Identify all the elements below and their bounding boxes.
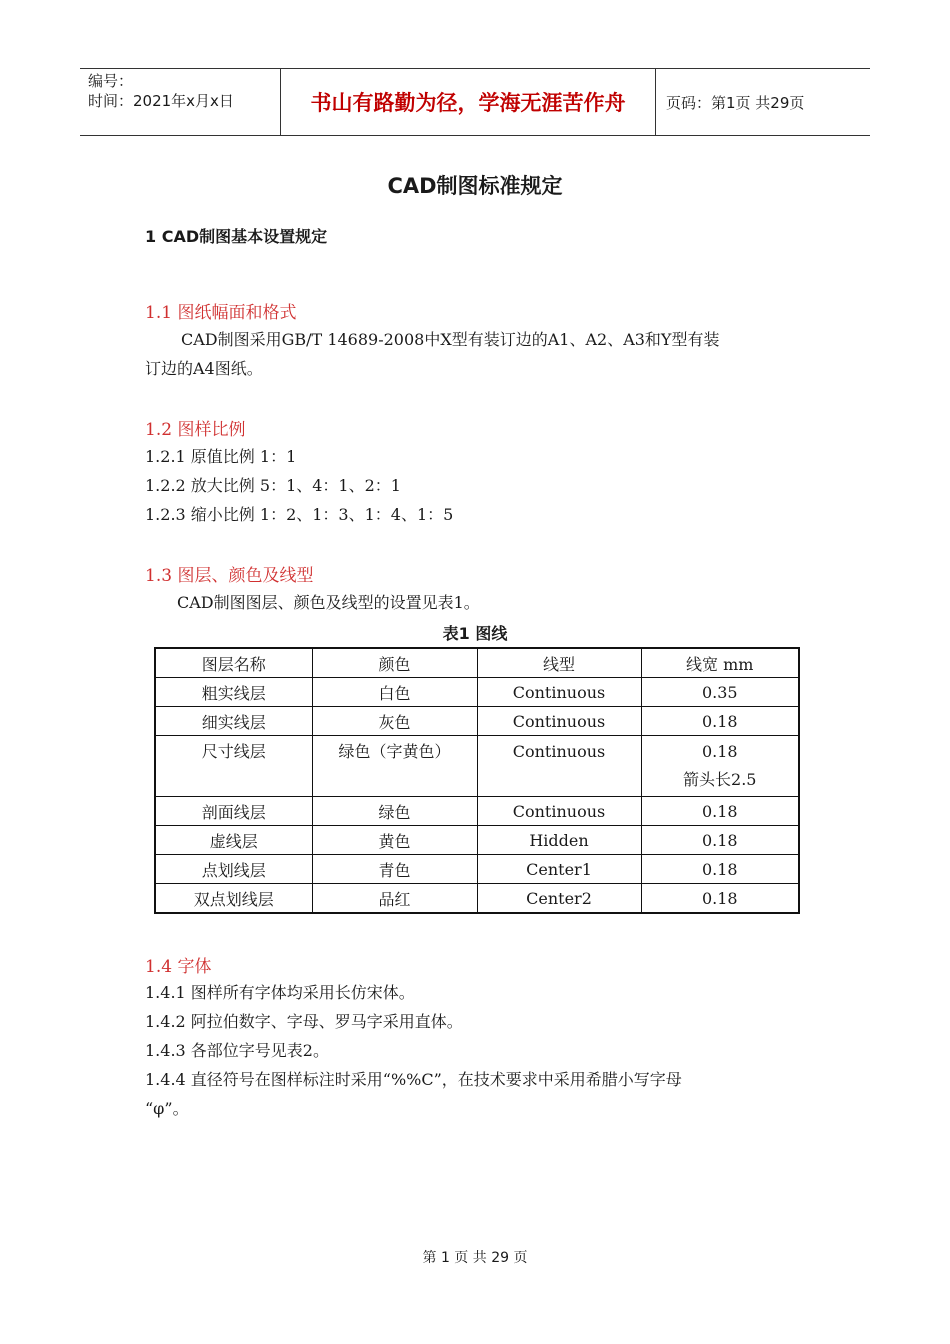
- scale-item: 1.2.3 缩小比例 1：2、1：3、1：4、1：5: [145, 505, 454, 524]
- section-1-4-heading: 1.4 字体: [145, 957, 212, 977]
- section-1-1-para-line1: CAD制图采用GB/T 14689-2008中X型有装订边的A1、A2、A3和Y型有装: [181, 330, 720, 349]
- table-cell: Continuous: [477, 707, 641, 736]
- table-cell: 尺寸线层: [155, 736, 312, 797]
- table-cell: 灰色: [312, 707, 477, 736]
- table-cell: 粗实线层: [155, 678, 312, 707]
- font-item: 1.4.1 图样所有字体均采用长仿宋体。: [145, 983, 415, 1002]
- table-row: [155, 884, 799, 914]
- header-time: 时间：2021年x月x日: [88, 92, 234, 110]
- table-caption: 表1 图线: [442, 624, 508, 643]
- table-cell: Continuous: [477, 678, 641, 707]
- header-number: 编号：: [88, 72, 134, 90]
- font-item-continuation: “φ”。: [145, 1099, 189, 1118]
- table-cell-line: 箭头长2.5: [683, 770, 757, 789]
- section-1-1-para-line2: 订边的A4图纸。: [145, 359, 263, 378]
- table-cell: Hidden: [477, 826, 641, 855]
- table-cell: 双点划线层: [155, 884, 312, 914]
- table-cell: 0.18: [641, 707, 799, 736]
- table-cell: 0.35: [641, 678, 799, 707]
- table-cell: 青色: [312, 855, 477, 884]
- table-cell: 0.18: [641, 797, 799, 826]
- table-cell: 品红: [312, 884, 477, 914]
- table-cell-line: 0.18: [701, 742, 738, 761]
- section-1-1-heading: 1.1 图纸幅面和格式: [145, 303, 297, 323]
- section-1-3-heading: 1.3 图层、颜色及线型: [145, 566, 314, 586]
- header-motto: 书山有路勤为径，学海无涯苦作舟: [281, 69, 656, 135]
- table-cell: 白色: [312, 678, 477, 707]
- table-header-cell: 图层名称: [155, 648, 312, 678]
- table-header-cell: 颜色: [312, 648, 477, 678]
- font-item: 1.4.3 各部位字号见表2。: [145, 1041, 329, 1060]
- table-cell: Continuous: [477, 797, 641, 826]
- table-cell: [641, 736, 799, 797]
- page-footer: 第 1 页 共 29 页: [422, 1250, 528, 1266]
- table-cell: 绿色（字黄色）: [312, 736, 477, 797]
- section-1-3-para: CAD制图图层、颜色及线型的设置见表1。: [177, 593, 480, 612]
- table-cell: 剖面线层: [155, 797, 312, 826]
- table-cell: Center2: [477, 884, 641, 914]
- table-header-cell: 线宽 mm: [641, 648, 799, 678]
- table-cell: 0.18: [641, 855, 799, 884]
- table-cell: 黄色: [312, 826, 477, 855]
- table-row: [155, 855, 799, 884]
- table-row: [155, 736, 799, 797]
- scale-item: 1.2.2 放大比例 5：1、4：1、2：1: [145, 476, 401, 495]
- table-row: [155, 678, 799, 707]
- section-1-heading: 1 CAD制图基本设置规定: [145, 227, 328, 246]
- doc-title: CAD制图标准规定: [387, 174, 563, 198]
- table-cell: 0.18: [641, 884, 799, 914]
- table-row: [155, 707, 799, 736]
- layer-table: [154, 647, 800, 914]
- page-header: [80, 68, 870, 136]
- header-info: [80, 69, 281, 135]
- table-cell: 细实线层: [155, 707, 312, 736]
- scale-item: 1.2.1 原值比例 1：1: [145, 447, 297, 466]
- table-header-cell: 线型: [477, 648, 641, 678]
- table-cell: 0.18: [641, 826, 799, 855]
- table-cell: 绿色: [312, 797, 477, 826]
- table-cell: Center1: [477, 855, 641, 884]
- table-cell: Continuous: [477, 736, 641, 797]
- section-1-2-heading: 1.2 图样比例: [145, 420, 246, 440]
- header-page: 页码：第1页 共29页: [666, 93, 805, 112]
- table-cell: 点划线层: [155, 855, 312, 884]
- table-row: [155, 826, 799, 855]
- table-cell: 虚线层: [155, 826, 312, 855]
- table-header-row: [155, 648, 799, 678]
- table-row: [155, 797, 799, 826]
- font-item: 1.4.2 阿拉伯数字、字母、罗马字采用直体。: [145, 1012, 463, 1031]
- font-item: 1.4.4 直径符号在图样标注时采用“%%C”，在技术要求中采用希腊小写字母: [145, 1070, 682, 1089]
